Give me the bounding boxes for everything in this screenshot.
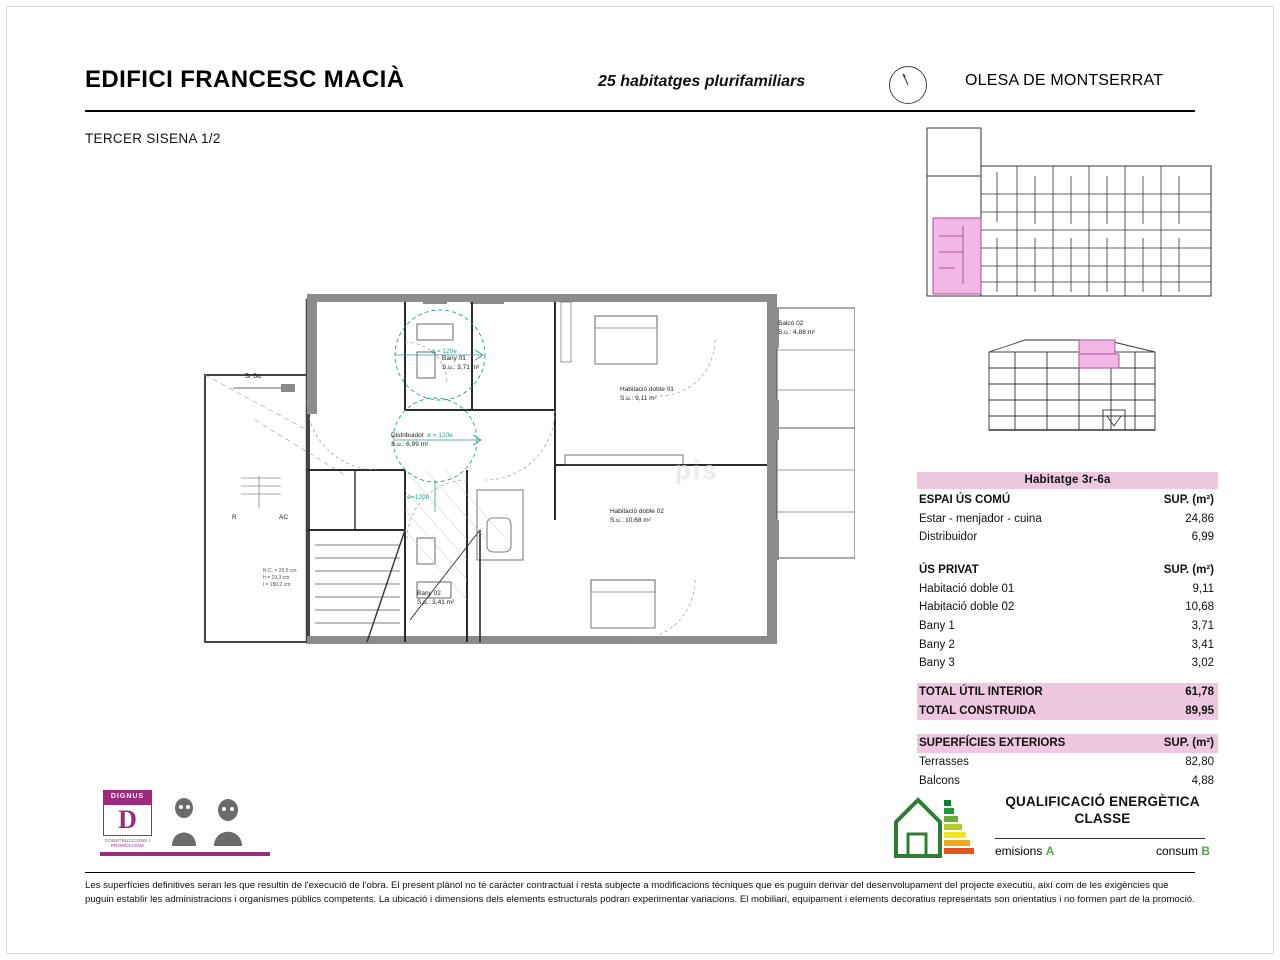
table-section-private: ÚS PRIVAT SUP. (m²): [919, 564, 1214, 577]
room-label-balco-02: Balcó 02 S.u.: 4,88 m²: [778, 320, 816, 336]
page-title: EDIFICI FRANCESC MACIÀ: [85, 66, 405, 93]
table-row: Distribuidor 6,99: [919, 531, 1214, 544]
table-row: Balcons 4,88: [919, 774, 1214, 787]
duct-annotation-1: ø = 120e: [431, 348, 457, 355]
energy-emissions: emisions A: [995, 844, 1055, 858]
table-row: Habitació doble 01 9,11: [919, 582, 1214, 595]
box-label-ac: AC: [279, 514, 289, 521]
room-label-bany-01: Bany 01 S.u.: 3,71 m²: [442, 355, 480, 371]
logo-tagline: CONSTRUCCIONS I PROMOCIONS: [104, 838, 151, 848]
energy-rule: [995, 838, 1205, 839]
duct-annotation-3: ø=120e: [407, 494, 430, 501]
logo-figures-icon: [158, 794, 270, 850]
stair-note: N.C. = 20,5 cm h = 19,3 cm l = 180,2 cm: [263, 568, 297, 588]
table-totals: [917, 683, 1218, 720]
watermark: pis: [675, 455, 719, 485]
floor-label: TERCER SISENA 1/2: [85, 131, 221, 146]
document-header: [85, 66, 1195, 108]
table-row-total-util: TOTAL ÚTIL INTERIOR 61,78: [919, 686, 1214, 699]
table-row: Habitació doble 02 10,68: [919, 601, 1214, 614]
table-row: Bany 1 3,71: [919, 620, 1214, 633]
table-exterior-header: [917, 734, 1218, 753]
building-key-plan: [925, 126, 1215, 316]
energy-consum: consum B: [1155, 844, 1210, 858]
north-arrow-icon: [889, 66, 927, 104]
footer-rule: [85, 872, 1195, 873]
room-label-habitacio-01: Habitació doble 01 S.u.: 9,11 m²: [620, 386, 674, 402]
logo-letter: D: [103, 804, 152, 836]
table-row: Bany 3 3,02: [919, 657, 1214, 670]
apartment-floor-plan: [195, 280, 855, 650]
table-row: Bany 2 3,41: [919, 638, 1214, 651]
table-row-total-construida: TOTAL CONSTRUIDA 89,95: [919, 704, 1214, 717]
developer-logo: [100, 790, 270, 855]
logo-brand: DIGNUS: [103, 790, 152, 804]
box-label-r: R: [232, 514, 237, 521]
table-row: Terrasses 82,80: [919, 756, 1214, 769]
plan-unit-tag: 3r 6a: [245, 373, 261, 380]
energy-rating-block: [890, 790, 1210, 870]
logo-underline: [100, 852, 270, 856]
header-subtitle: 25 habitatges plurifamiliars: [598, 73, 806, 90]
surfaces-table: [917, 472, 1218, 790]
project-location: OLESA DE MONTSERRAT: [965, 72, 1164, 89]
duct-annotation-2: ø = 120e: [427, 432, 453, 439]
legal-footnote: Les superfícies definitives seran les que resultin de l'execució de l'obra. El present plànol no té caràcter contractual i resta subjecte a modificacions tècniques que es puguin derivar del desenvolupament del projecte executiu, així com de les exigències que puguin establir les administracions i organismes públics competents. La ubicació i dimensions dels elements estructurals podran experimentar variacions. El mobiliari, equipament i elements decoratius representats son orientatius i no formen part de la promoció.: [85, 880, 1195, 905]
table-section-common: ESPAI ÚS COMÚ SUP. (m²): [919, 494, 1214, 506]
room-label-habitacio-02: Habitació doble 02 S.u.: 10,68 m²: [610, 508, 664, 524]
table-title: Habitatge 3r-6a: [917, 472, 1218, 489]
energy-house-icon: [890, 790, 986, 867]
room-label-distribuidor: Distribuidor S.u.: 6,99 m²: [391, 432, 429, 448]
building-section-diagram: [985, 330, 1160, 452]
table-spacer: [917, 547, 1218, 559]
table-row: SUPERFÍCIES EXTERIORS SUP. (m²): [919, 737, 1214, 750]
room-label-bany-02: Bany 02 S.u.: 3,41 m²: [417, 590, 455, 606]
energy-values: [995, 844, 1210, 858]
header-rule: [85, 110, 1195, 112]
energy-title: QUALIFICACIÓ ENERGÈTICA CLASSE: [1005, 794, 1200, 826]
table-row: Estar - menjador - cuina 24,86: [919, 512, 1214, 525]
